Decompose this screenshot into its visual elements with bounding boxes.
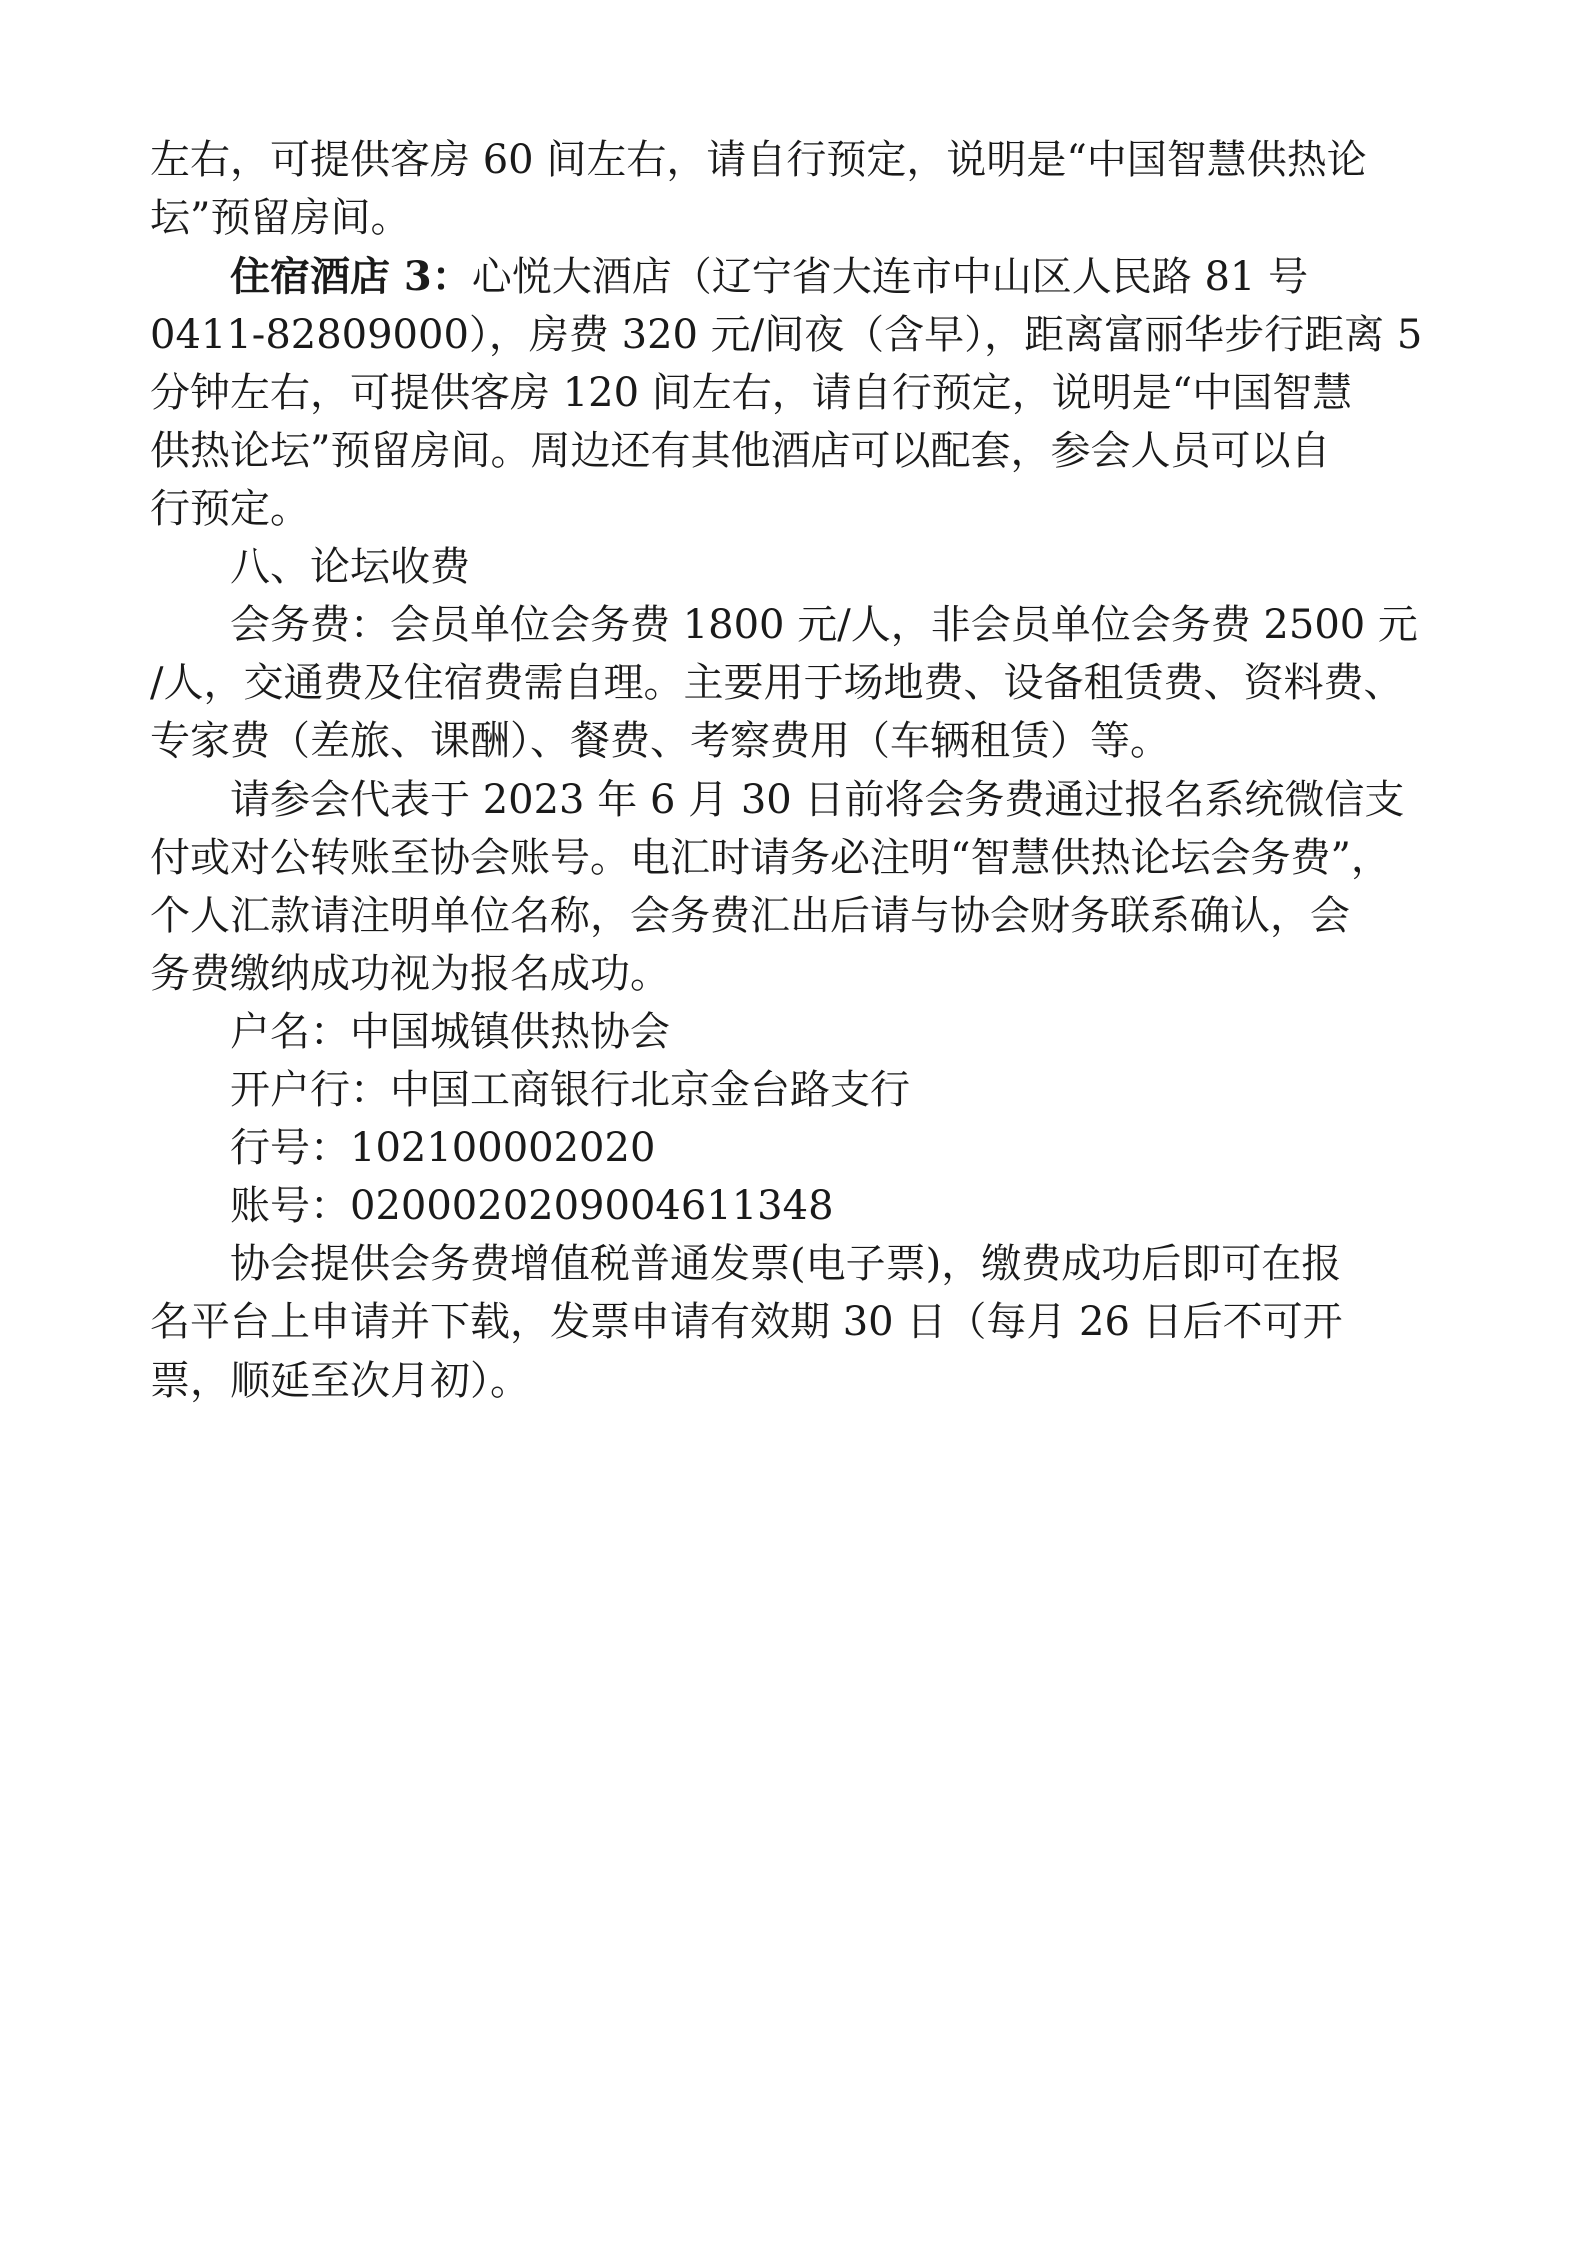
text-line: 请参会代表于 2023 年 6 月 30 日前将会务费通过报名系统微信支 (230, 777, 1405, 823)
bank-name: 开户行：中国工商银行北京金台路支行 (230, 1067, 910, 1113)
text-line: 坛”预留房间。 (150, 195, 411, 241)
text-line: 票，顺延至次月初）。 (150, 1358, 530, 1404)
text-line: 左右，可提供客房 60 间左右，请自行预定，说明是“中国智慧供热论 (150, 137, 1367, 183)
text-span: 心悦大酒店（辽宁省大连市中山区人民路 81 号 (471, 254, 1309, 300)
section-heading: 八、论坛收费 (230, 544, 470, 590)
text-line: 个人汇款请注明单位名称，会务费汇出后请与协会财务联系确认，会 (150, 893, 1350, 939)
text-line: 行预定。 (150, 486, 310, 532)
text-line: 务费缴纳成功视为报名成功。 (150, 951, 670, 997)
text-line: 付或对公转账至协会账号。电汇时请务必注明“智慧供热论坛会务费”， (150, 835, 1391, 881)
text-line: 名平台上申请并下载，发票申请有效期 30 日（每月 26 日后不可开 (150, 1299, 1343, 1345)
text-line: 供热论坛”预留房间。周边还有其他酒店可以配套，参会人员可以自 (150, 428, 1331, 474)
account-number: 账号：0200020209004611348 (230, 1183, 834, 1229)
hotel-label: 住宿酒店 3： (230, 253, 472, 300)
text-line: 会务费：会员单位会务费 1800 元/人，非会员单位会务费 2500 元 (230, 602, 1418, 648)
account-name: 户名：中国城镇供热协会 (230, 1009, 670, 1055)
text-line: 0411-82809000），房费 320 元/间夜（含早），距离富丽华步行距离 5 (150, 312, 1423, 358)
text-line: 专家费（差旅、课酬）、餐费、考察费用（车辆租赁）等。 (150, 718, 1170, 764)
text-line: /人，交通费及住宿费需自理。主要用于场地费、设备租赁费、资料费、 (150, 660, 1404, 706)
text-line (230, 247, 1308, 307)
text-line: 协会提供会务费增值税普通发票(电子票)，缴费成功后即可在报 (230, 1241, 1342, 1287)
bank-code: 行号：102100002020 (230, 1125, 656, 1171)
text-line: 分钟左右，可提供客房 120 间左右，请自行预定，说明是“中国智慧 (150, 370, 1353, 416)
